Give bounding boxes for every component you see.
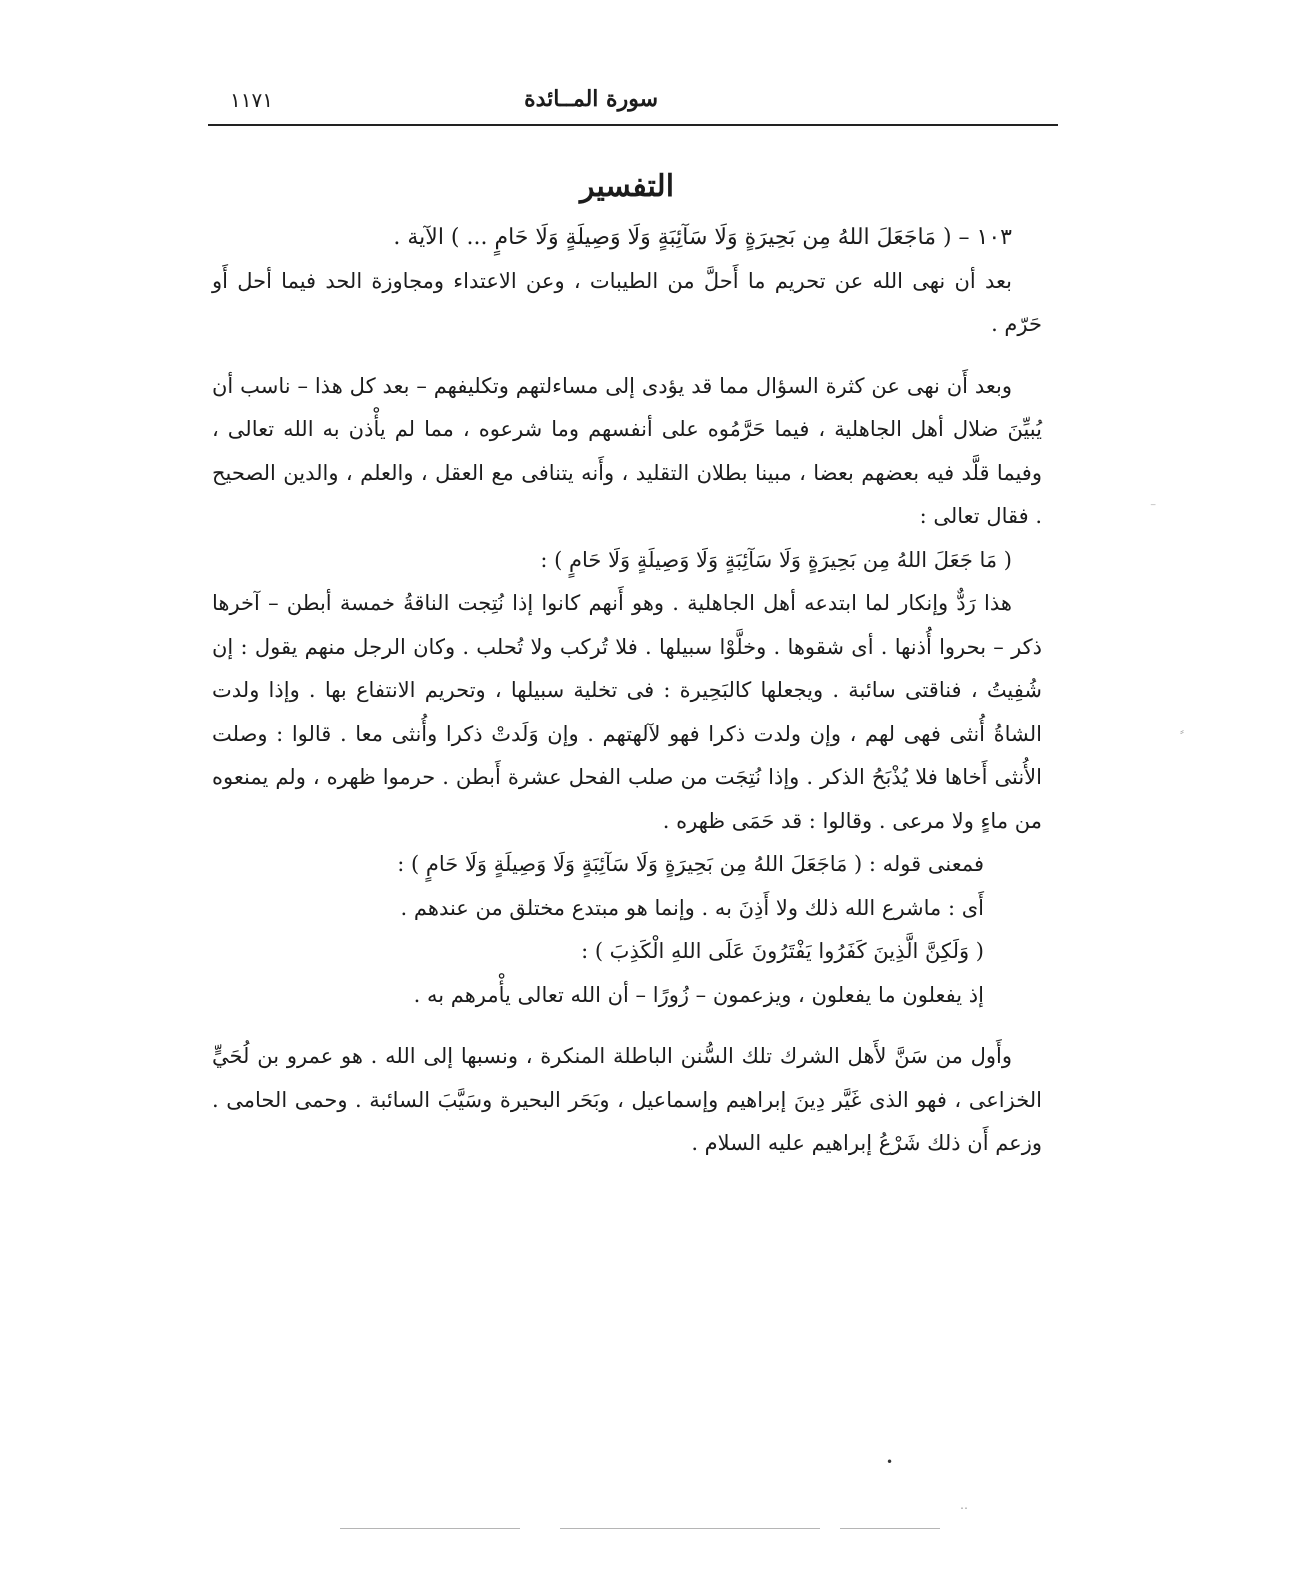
paragraph-explanation: هذا رَدٌّ وإنكار لما ابتدعه أهل الجاهلية . وهو أَنهم كانوا إذا نُتِجت الناقةُ خمسة أبطن – آخرها ذكر – بحروا أُذنها . أى شقوها . وخلَّوْا سبيلها . فلا تُركب ولا تُحلب . وكان الرجل منهم يقول : إن شُفِيتُ ، فناقتى سائبة . ويجعلها كالبَحِيرة : فى تخلية سبيلها ، وتحريم الانتفاع بها . وإذا ولدت الشاةُ أُنثى فهى لهم ، وإن ولدت ذكرا فهو لآلهتهم . وإن وَلَدتْ ذكرا وأُنثى معا . قالوا : وصلت الأُنثى أَخاها فلا يُذْبَحُ الذكر . وإذا نُتِجَت من صلب الفحل عشرة أَبطن . حرموا ظهره ، ولم يمنعوه من ماءٍ ولا مرعى . وقالوا : قد حَمَى ظهره . bbox=[212, 591, 1042, 833]
running-header bbox=[208, 86, 1058, 124]
paragraph-origin: وأَول من سَنَّ لأَهل الشرك تلك السُّنن الباطلة المنكرة ، ونسبها إلى الله . هو عمرو بن لُحَيٍّ الخزاعى ، فهو الذى غَيَّر دِينَ إبراهيم وإسماعيل ، وبَحَر البحيرة وسَيَّبَ السائبة . وحمى الحامى . وزعم أَن ذلك شَرْعُ إبراهيم عليه السلام . bbox=[212, 1044, 1042, 1155]
header-divider bbox=[208, 124, 1058, 126]
verse-heading: ١٠٣ – ( مَاجَعَلَ اللهُ مِن بَحِيرَةٍ وَلَا سَآئِبَةٍ وَلَا وَصِيلَةٍ وَلَا حَامٍ ... ) الآية . bbox=[393, 225, 1012, 250]
verse-quote-2: ( وَلَكِنَّ الَّذِينَ كَفَرُوا يَفْتَرُونَ عَلَى اللهِ الْكَذِبَ ) : bbox=[581, 939, 984, 963]
scan-line bbox=[840, 1528, 940, 1529]
commentary-body bbox=[212, 162, 1042, 1166]
verse-meaning: فمعنى قوله : ( مَاجَعَلَ اللهُ مِن بَحِيرَةٍ وَلَا سَآئِبَةٍ وَلَا وَصِيلَةٍ وَلَا حَامٍ ) : bbox=[397, 852, 984, 876]
section-title: التفسير bbox=[579, 169, 675, 204]
meaning-explanation: أَى : ماشرع الله ذلك ولا أَذِنَ به . وإنما هو مبتدع مختلق من عندهم . bbox=[400, 895, 984, 920]
scan-speck: ⁻ bbox=[1150, 500, 1157, 514]
quote-explanation: إذ يفعلون ما يفعلون ، ويزعمون – زُورًا – أن الله تعالى يأْمرهم به . bbox=[413, 982, 984, 1007]
verse-quote: ( مَا جَعَلَ اللهُ مِن بَحِيرَةٍ وَلَا سَآئِبَةٍ وَلَا وَصِيلَةٍ وَلَا حَامٍ ) : bbox=[540, 547, 1012, 572]
surah-name: سورة المــائدة bbox=[524, 86, 658, 112]
paragraph-intro: بعد أن نهى الله عن تحريم ما أَحلَّ من الطيبات ، وعن الاعتداء ومجاوزة الحد فيما أحل أَو حَرّم . bbox=[212, 268, 1042, 336]
scan-line bbox=[560, 1528, 820, 1529]
scan-speck: ‥ bbox=[960, 1498, 969, 1512]
page-number: ١١٧١ bbox=[230, 88, 273, 112]
scan-line bbox=[340, 1528, 520, 1529]
scan-speck: • bbox=[886, 1455, 894, 1469]
paragraph-context: وبعد أَن نهى عن كثرة السؤال مما قد يؤدى إلى مساءلتهم وتكليفهم – بعد كل هذا – ناسب أن يُبيِّنَ ضلال أهل الجاهلية ، فيما حَرَّمُوه على أنفسهم وما شرعوه ، مما لم يأْذن به الله تعالى ، وفيما قلَّد فيه بعضهم بعضا ، مبينا بطلان التقليد ، وأَنه يتنافى مع العقل ، والعلم ، والدين الصحيح . فقال تعالى : bbox=[212, 373, 1042, 528]
scan-speck: ⸗ bbox=[1180, 724, 1184, 738]
